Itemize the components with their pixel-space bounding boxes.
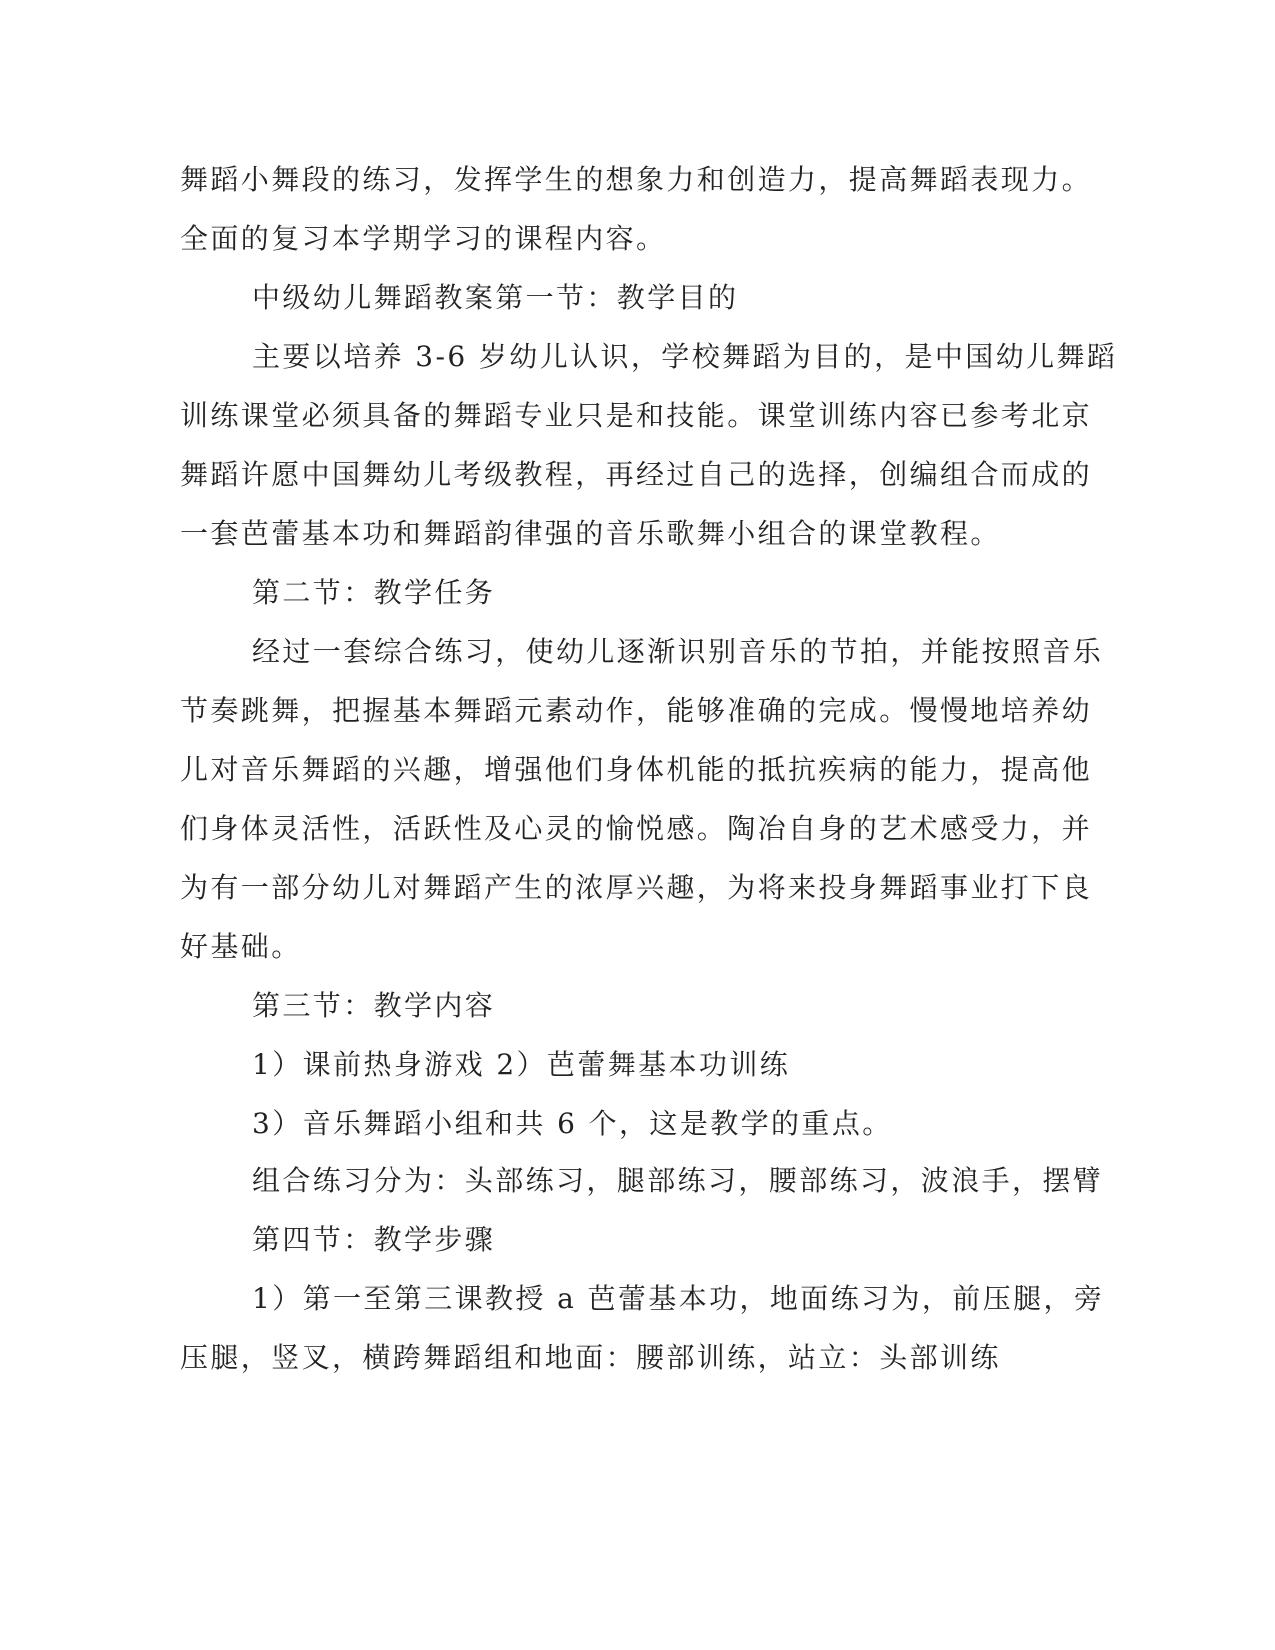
list-item: 3）音乐舞蹈小组和共 6 个，这是教学的重点。 [252,1107,893,1140]
list-item: 1）第一至第三课教授 a 芭蕾基本功，地面练习为，前压腿，旁 [252,1282,1105,1315]
text-line: 节奏跳舞，把握基本舞蹈元素动作，能够准确的完成。慢慢地培养幼 [180,694,1093,727]
text-line: 全面的复习本学期学习的课程内容。 [180,222,667,255]
section-heading: 第二节：教学任务 [252,576,496,609]
text-line: 组合练习分为：头部练习，腿部练习，腰部练习，波浪手，摆臂 [252,1164,1104,1197]
text-line: 舞蹈许愿中国舞幼儿考级教程，再经过自己的选择，创编组合而成的 [180,458,1093,491]
text-line: 为有一部分幼儿对舞蹈产生的浓厚兴趣，为将来投身舞蹈事业打下良 [180,871,1093,904]
section-heading: 第四节：教学步骤 [252,1223,496,1256]
text-line: 一套芭蕾基本功和舞蹈韵律强的音乐歌舞小组合的课堂教程。 [180,517,1001,550]
text-line: 们身体灵活性，活跃性及心灵的愉悦感。陶冶自身的艺术感受力，并 [180,812,1093,845]
text-line: 经过一套综合练习，使幼儿逐渐识别音乐的节拍，并能按照音乐 [252,635,1104,668]
text-line: 压腿，竖叉，横跨舞蹈组和地面：腰部训练，站立：头部训练 [180,1341,1001,1374]
text-line: 主要以培养 3-6 岁幼儿认识，学校舞蹈为目的，是中国幼儿舞蹈 [252,340,1118,373]
section-heading: 中级幼儿舞蹈教案第一节：教学目的 [252,281,739,314]
text-line: 儿对音乐舞蹈的兴趣，增强他们身体机能的抵抗疾病的能力，提高他 [180,753,1093,786]
text-line: 舞蹈小舞段的练习，发挥学生的想象力和创造力，提高舞蹈表现力。 [180,163,1093,196]
list-item: 1）课前热身游戏 2）芭蕾舞基本功训练 [252,1048,791,1081]
text-line: 好基础。 [180,930,302,963]
section-heading: 第三节：教学内容 [252,989,496,1022]
text-line: 训练课堂必须具备的舞蹈专业只是和技能。课堂训练内容已参考北京 [180,399,1093,432]
